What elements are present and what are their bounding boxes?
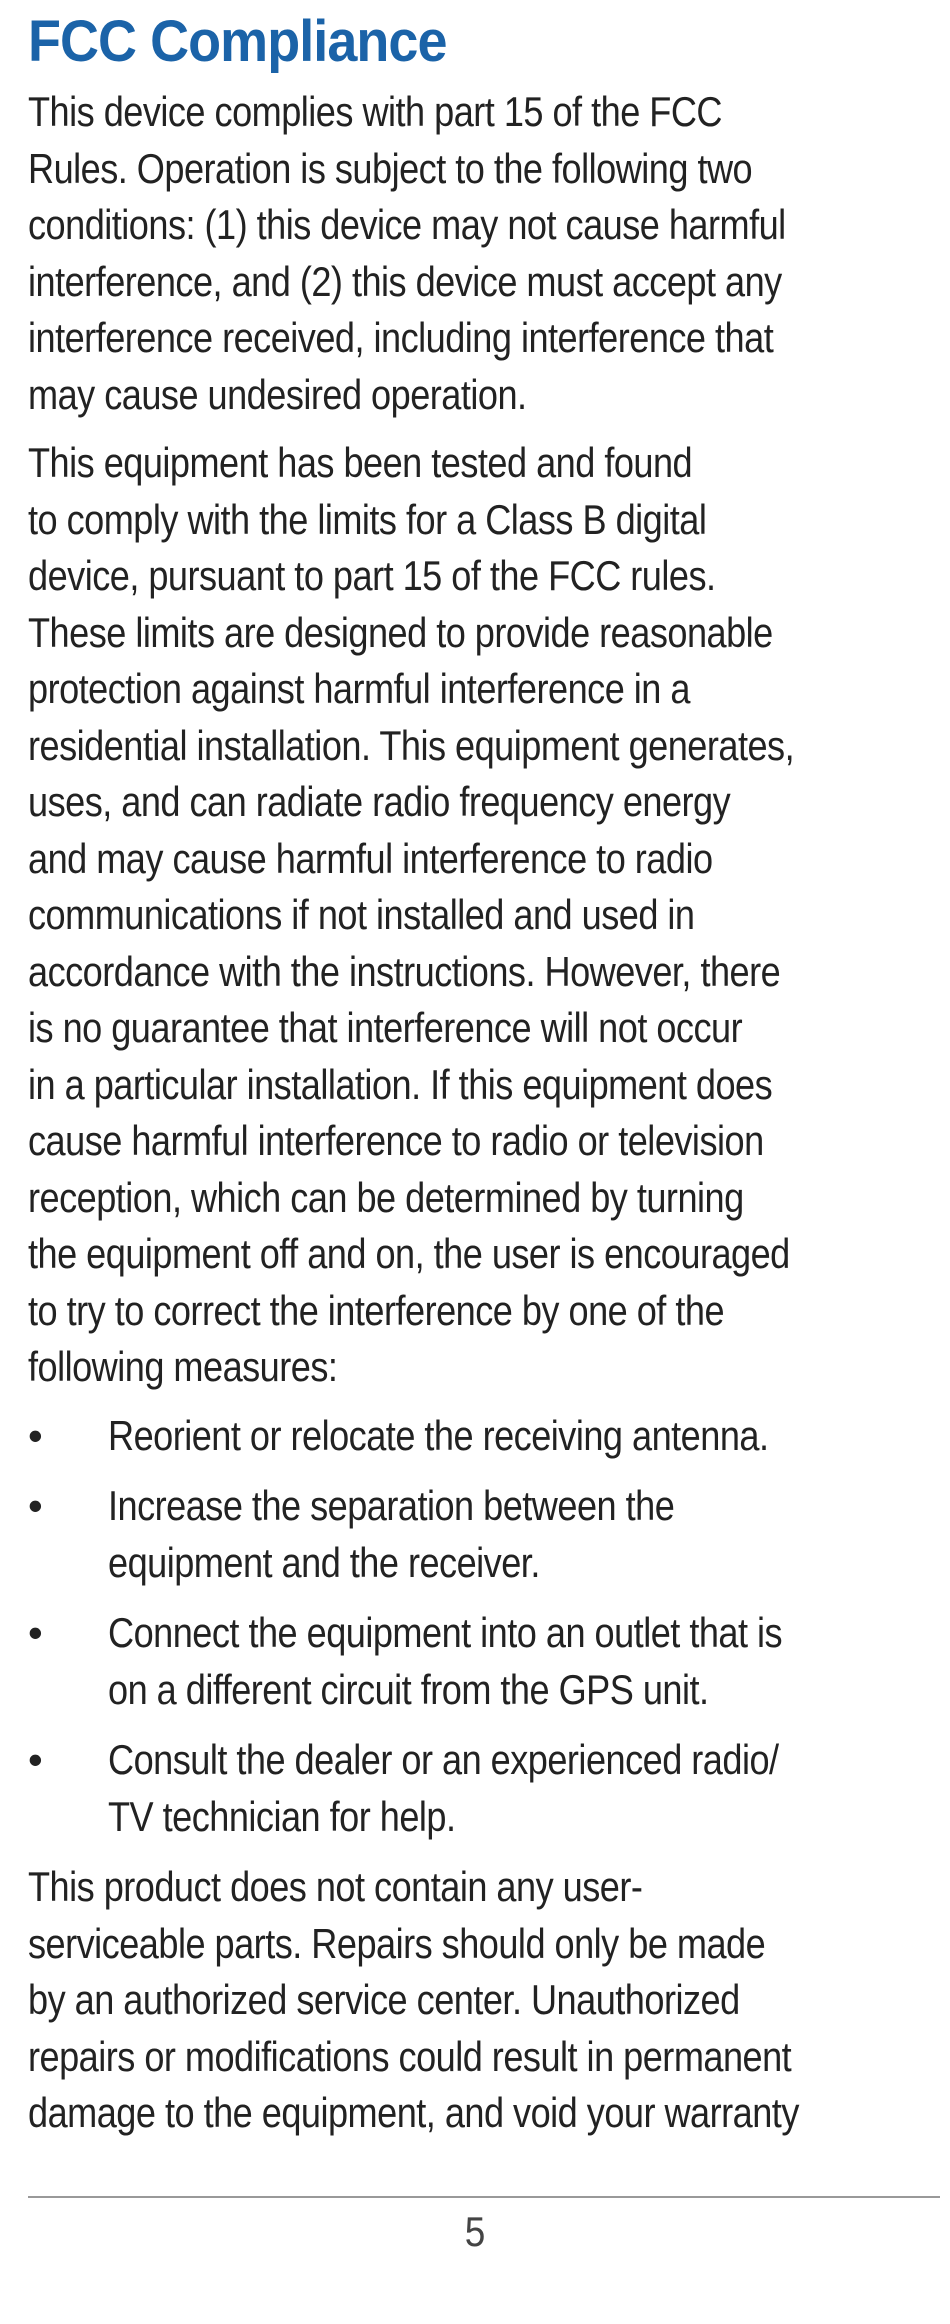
bullet-icon: • xyxy=(28,1609,43,1656)
text-line: may cause undesired operation. xyxy=(28,370,527,418)
text-line: These limits are designed to provide reasonable xyxy=(28,608,773,656)
text-line: equipment and the receiver. xyxy=(108,1538,540,1586)
text-line: damage to the equipment, and void your warranty xyxy=(28,2089,799,2136)
text-line: interference received, including interference that xyxy=(28,314,774,361)
text-line: serviceable parts. Repairs should only be made xyxy=(28,1919,766,1967)
bullet-icon: • xyxy=(28,1411,43,1459)
text-line: device, pursuant to part 15 of the FCC rules. xyxy=(28,552,716,599)
text-line: reception, which can be determined by turning xyxy=(28,1173,744,1221)
text-line: communications if not installed and used in xyxy=(28,891,695,938)
text-line: TV technician for help. xyxy=(108,1792,456,1840)
list-item xyxy=(28,1408,940,1465)
text-line: This equipment has been tested and found xyxy=(28,439,693,486)
fcc-paragraph-2 xyxy=(28,435,940,1396)
text-line: Consult the dealer or an experienced radio/ xyxy=(108,1736,779,1783)
text-line: accordance with the instructions. However, there xyxy=(28,947,781,995)
text-line: This product does not contain any user- xyxy=(28,1863,643,1910)
text-line: uses, and can radiate radio frequency energy xyxy=(28,778,731,825)
page-number: 5 xyxy=(464,2208,486,2255)
text-line: the equipment off and on, the user is encouraged xyxy=(28,1230,790,1277)
text-line: Rules. Operation is subject to the following two xyxy=(28,144,753,192)
text-line: following measures: xyxy=(28,1343,338,1390)
text-line: Connect the equipment into an outlet that is xyxy=(108,1609,783,1656)
text-line: This device complies with part 15 of the FCC xyxy=(28,88,722,135)
text-line: on a different circuit from the GPS unit. xyxy=(108,1665,709,1713)
text-line: is no guarantee that interference will not occur xyxy=(28,1004,743,1051)
text-line: residential installation. This equipment generates, xyxy=(28,721,795,769)
text-line: cause harmful interference to radio or television xyxy=(28,1117,764,1164)
measures-list xyxy=(28,1408,940,1846)
text-line: by an authorized service center. Unauthorized xyxy=(28,1976,740,2023)
text-line: Increase the separation between the xyxy=(108,1482,675,1529)
text-line: interference, and (2) this device must accept any xyxy=(28,257,782,305)
document-page xyxy=(28,0,940,2142)
text-line: conditions: (1) this device may not cause harmful xyxy=(28,201,786,248)
text-line: to comply with the limits for a Class B digital xyxy=(28,495,707,543)
fcc-paragraph-1 xyxy=(28,84,940,423)
text-line: to try to correct the interference by one of the xyxy=(28,1286,725,1334)
text-line: and may cause harmful interference to radio xyxy=(28,834,713,882)
list-item xyxy=(28,1732,940,1845)
text-line: Reorient or relocate the receiving antenna. xyxy=(108,1411,769,1459)
page-title: FCC Compliance xyxy=(28,9,447,74)
text-line: in a particular installation. If this equipment does xyxy=(28,1060,773,1108)
list-item xyxy=(28,1605,940,1718)
fcc-paragraph-3 xyxy=(28,1859,940,2142)
text-line: protection against harmful interference in a xyxy=(28,665,690,712)
footer-divider xyxy=(28,2196,940,2198)
bullet-icon: • xyxy=(28,1482,43,1529)
list-item xyxy=(28,1478,940,1591)
text-line: repairs or modifications could result in permanent xyxy=(28,2032,792,2080)
bullet-icon: • xyxy=(28,1736,43,1783)
